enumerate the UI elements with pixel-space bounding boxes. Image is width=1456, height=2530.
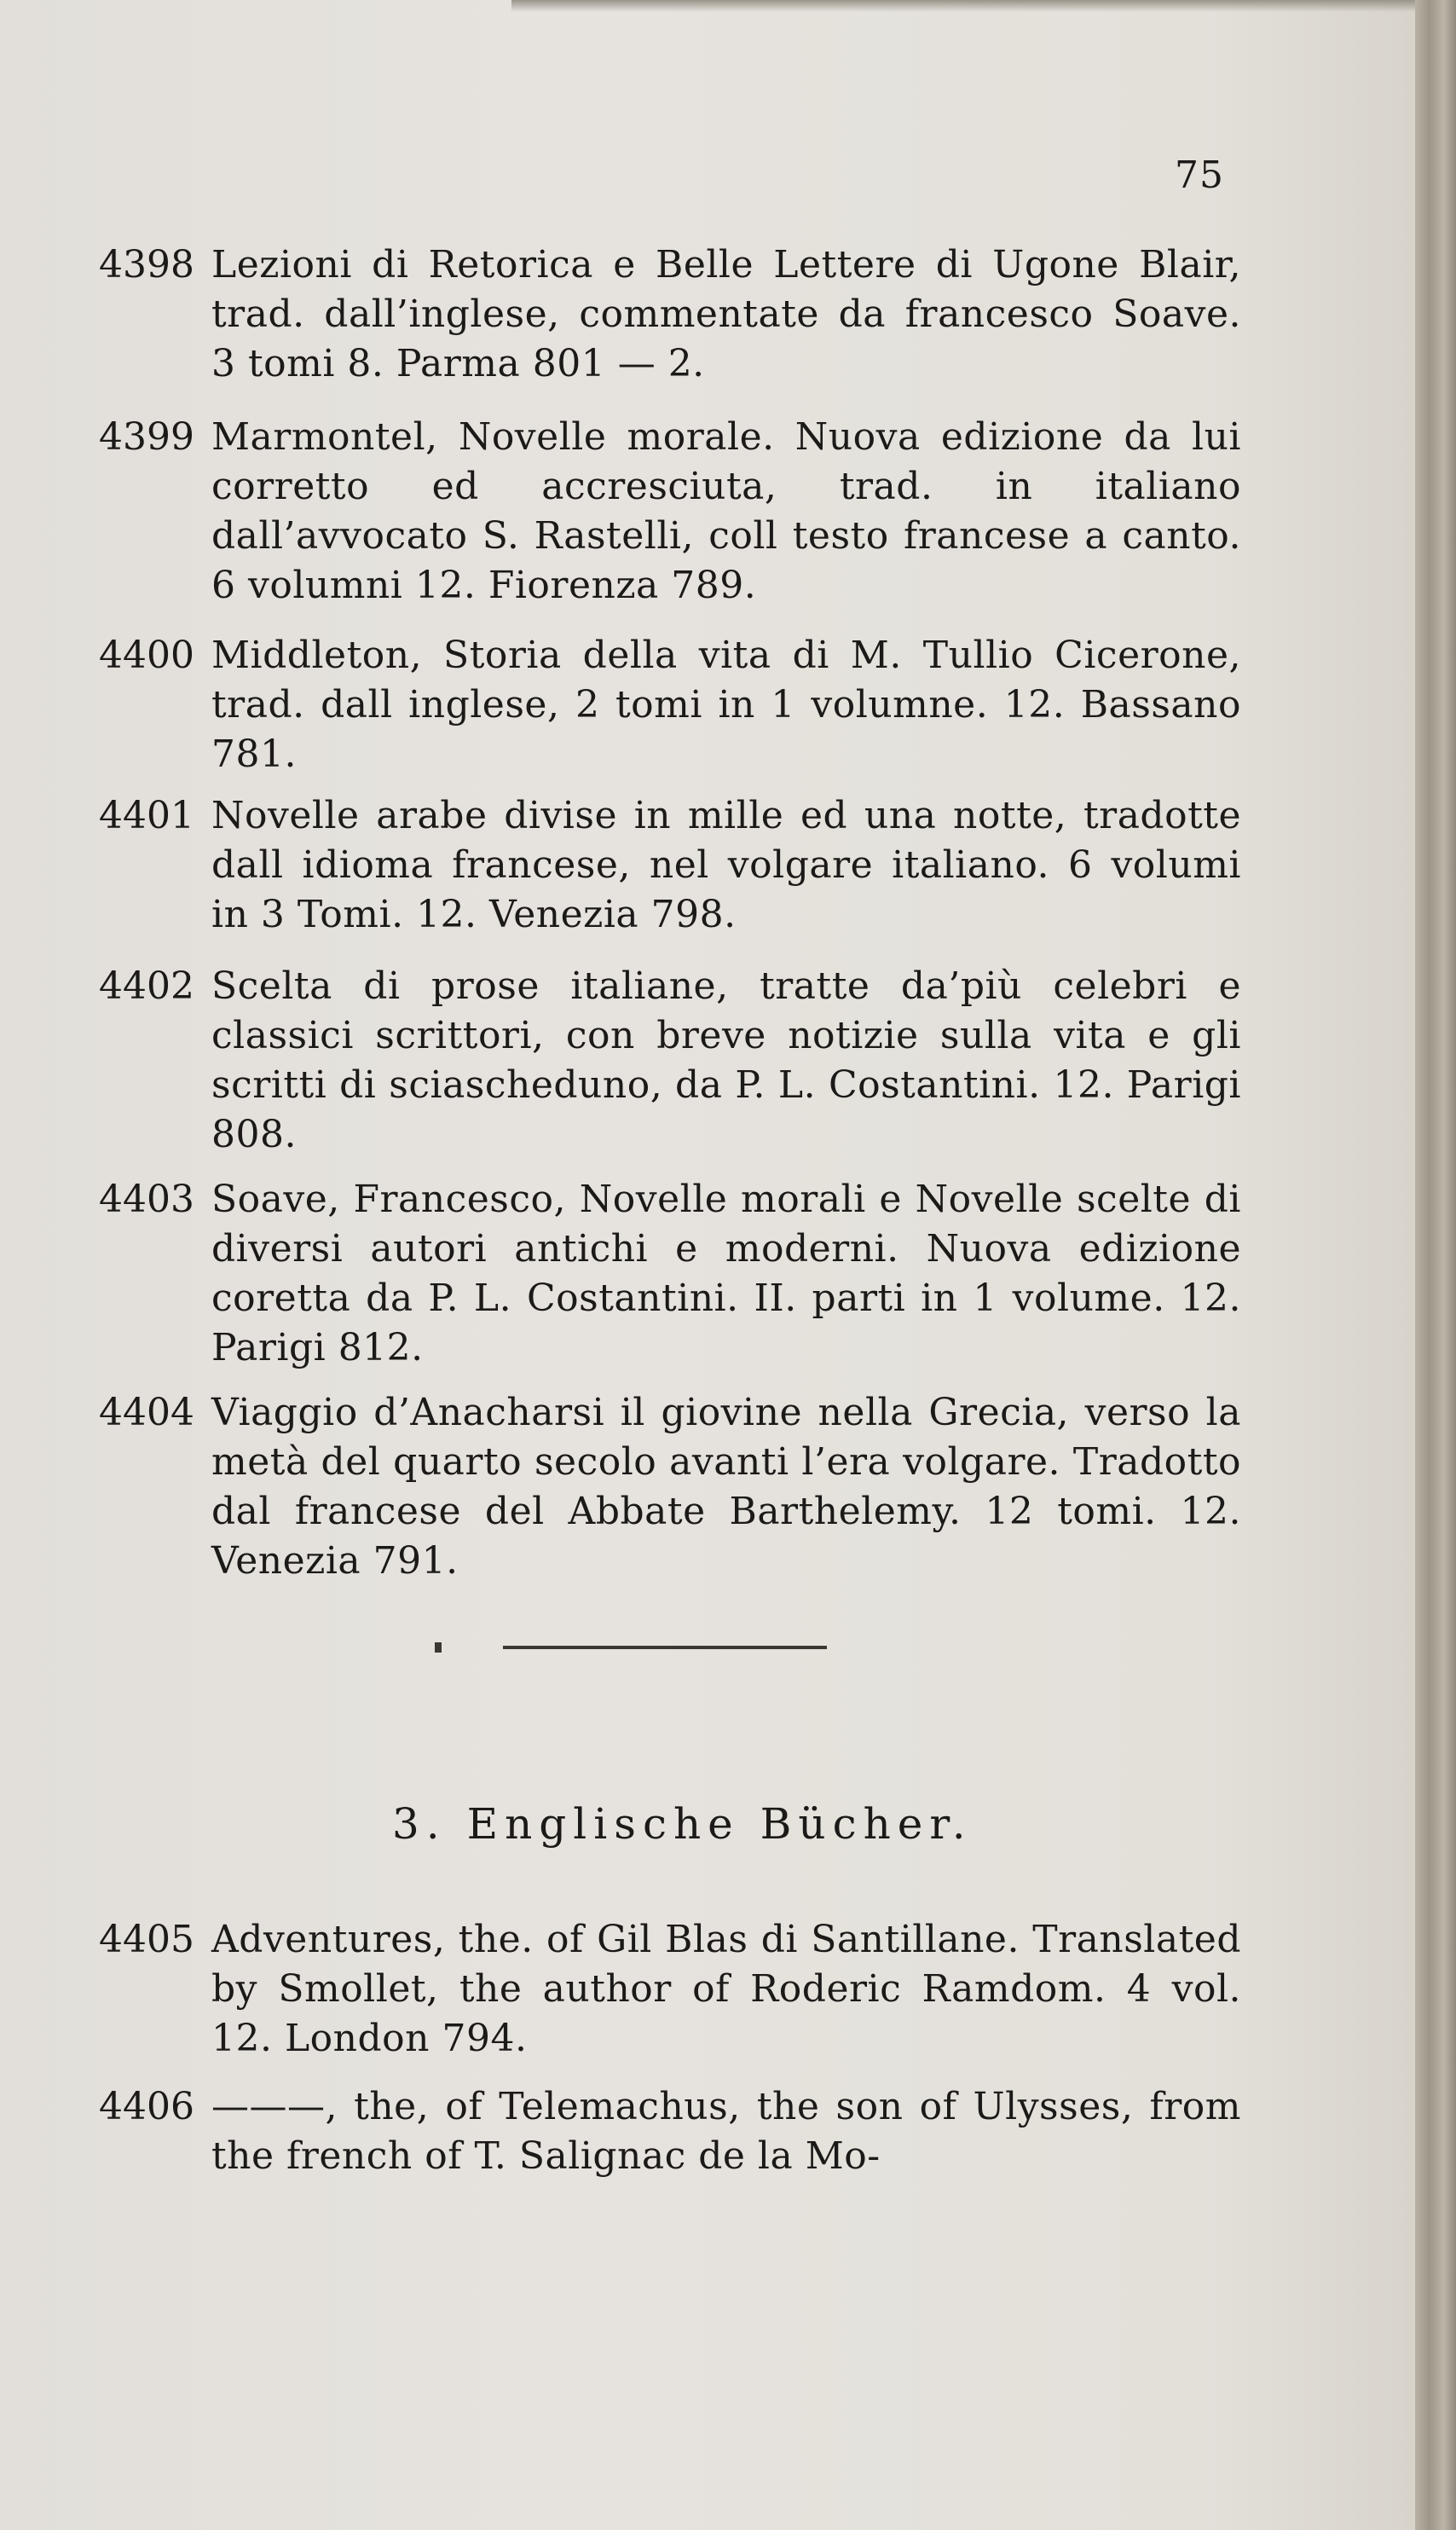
entry-number: 4405	[99, 1918, 194, 1961]
catalog-entry	[99, 1175, 1241, 1373]
entry-number: 4402	[99, 964, 194, 1008]
catalog-entry	[99, 240, 1241, 389]
entry-text: Soave, Francesco, Novelle morali e Novelle scelte di diversi autori antichi e moderni. Nuova edizione coretta da P. L. Costantini. II. parti in 1 volume. 12. Parigi 812.	[211, 1178, 1241, 1369]
entry-text: Scelta di prose italiane, tratte da’più celebri e classici scrittori, con breve notizie sulla vita e gli scritti di sciascheduno, da P. L. Costantini. 12. Parigi 808.	[211, 964, 1241, 1156]
entry-number: 4400	[99, 634, 194, 677]
catalog-entry	[99, 413, 1241, 611]
entry-text: Middleton, Storia della vita di M. Tullio Cicerone, trad. dall inglese, 2 tomi in 1 volumne. 12. Bassano 781.	[211, 634, 1241, 776]
entry-number: 4403	[99, 1178, 194, 1221]
entry-text: Viaggio d’Anacharsi il giovine nella Grecia, verso la metà del quarto secolo avanti l’era volgare. Tradotto dal francese del Abbate Barthelemy. 12 tomi. 12. Venezia 791.	[211, 1391, 1241, 1583]
catalog-entry	[99, 791, 1241, 940]
book-page-edge	[1415, 0, 1456, 2530]
entry-text: Lezioni di Retorica e Belle Lettere di Ugone Blair, trad. dall’inglese, commentate da francesco Soave. 3 tomi 8. Parma 801 — 2.	[211, 243, 1241, 385]
divider-ornament	[435, 1642, 442, 1653]
entry-number: 4401	[99, 794, 194, 837]
section-divider-rule	[503, 1646, 827, 1649]
entry-number: 4404	[99, 1391, 194, 1434]
page-top-shadow	[511, 0, 1415, 12]
section-heading: 3. Englische Bücher.	[392, 1799, 973, 1849]
catalog-entry	[99, 962, 1241, 1160]
entry-number: 4399	[99, 415, 194, 459]
entry-text: Novelle arabe divise in mille ed una notte, tradotte dall idioma francese, nel volgare italiano. 6 volumi in 3 Tomi. 12. Venezia 798.	[211, 794, 1241, 936]
page-number: 75	[1175, 153, 1224, 197]
entry-number: 4406	[99, 2085, 194, 2128]
entry-number: 4398	[99, 243, 194, 287]
catalog-entry	[99, 631, 1241, 779]
catalog-entry	[99, 2082, 1241, 2181]
catalog-entry	[99, 1915, 1241, 2064]
entry-text: Marmontel, Novelle morale. Nuova edizione da lui corretto ed accresciuta, trad. in italiano dall’avvocato S. Rastelli, coll testo francese a canto. 6 volumni 12. Fiorenza 789.	[211, 415, 1241, 607]
entry-text: Adventures, the. of Gil Blas di Santillane. Translated by Smollet, the author of Roderic Ramdom. 4 vol. 12. London 794.	[211, 1918, 1241, 2060]
catalog-entry	[99, 1388, 1241, 1586]
entry-text: ———, the, of Telemachus, the son of Ulysses, from the french of T. Salignac de la Mo-	[211, 2085, 1241, 2178]
